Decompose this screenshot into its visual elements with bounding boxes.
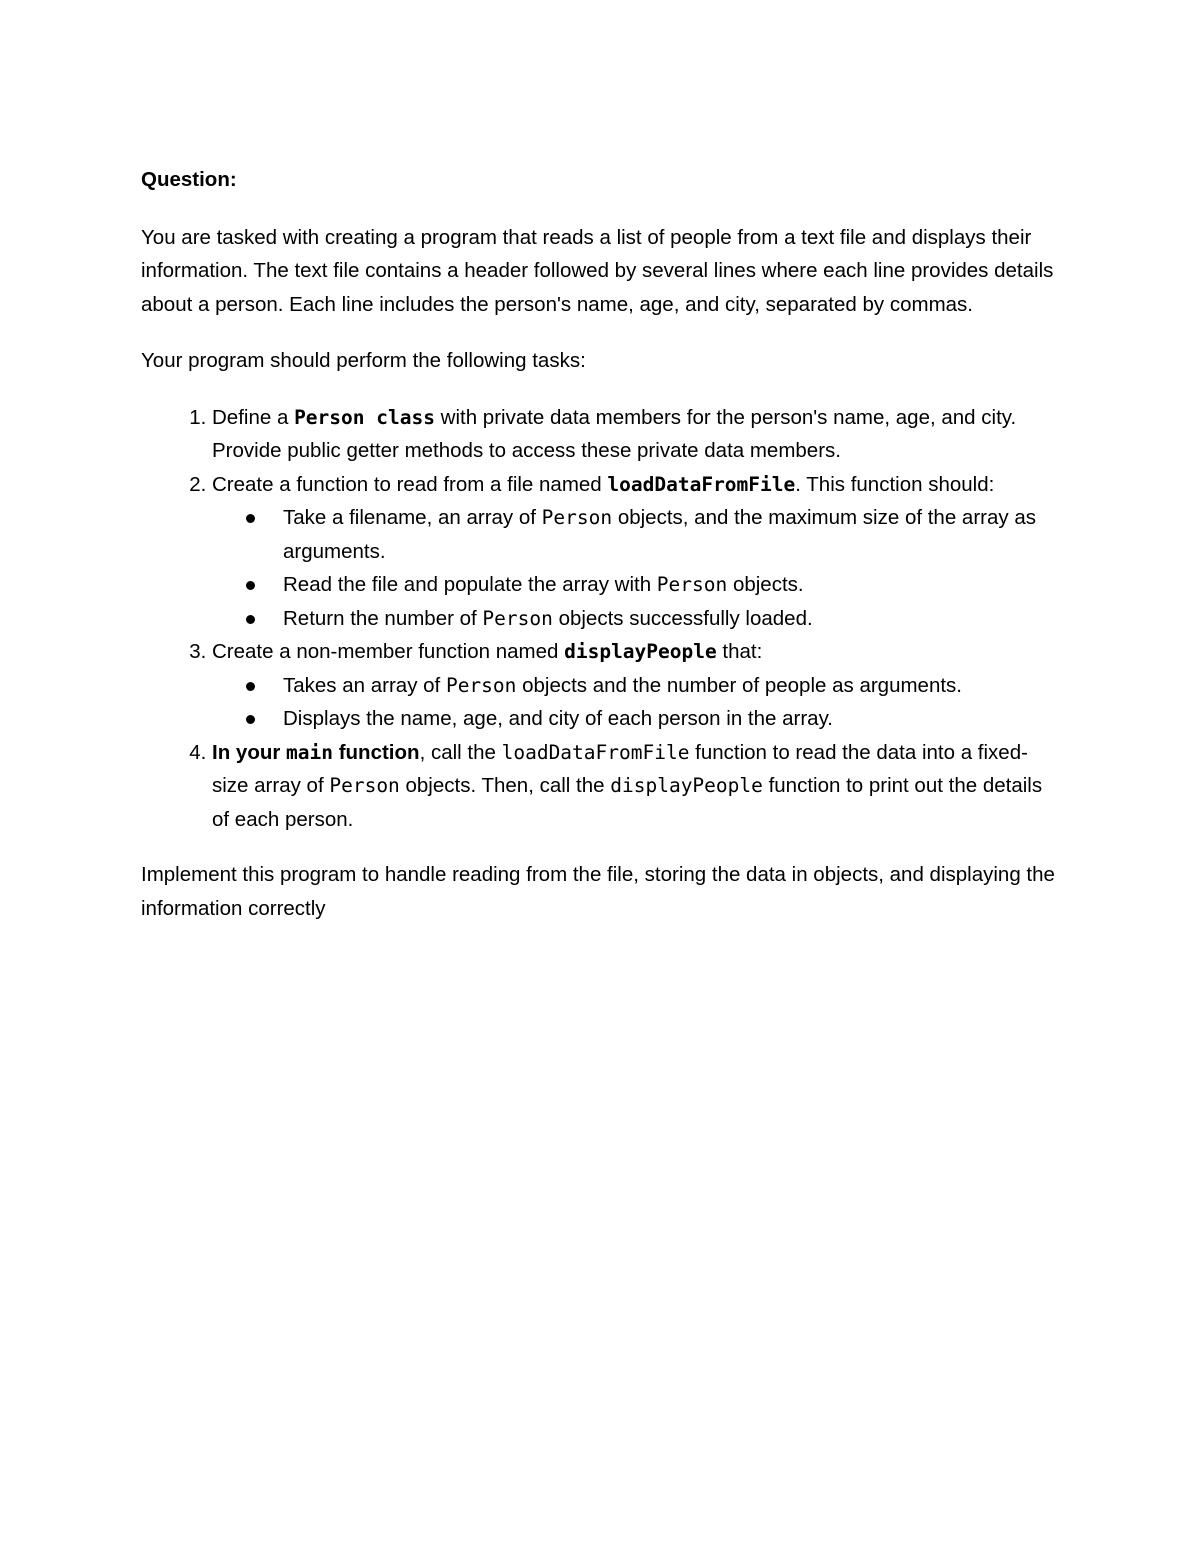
task-1-text-a: Define a: [212, 405, 295, 429]
task-item-2: [212, 468, 1061, 636]
bullet-icon: [246, 682, 255, 691]
tasks-intro-paragraph: Your program should perform the following tasks:: [141, 349, 586, 372]
task-4-text-a: , call the: [419, 740, 502, 764]
bullet-icon: [246, 581, 255, 590]
task-3-sub-item: [283, 669, 1061, 703]
task-4-code-2: Person: [329, 774, 400, 797]
task-3-text-a: Create a non-member function named: [212, 640, 565, 663]
task-2-text-b: . This function should:: [795, 472, 995, 496]
sub-text-b: objects.: [727, 573, 804, 596]
intro-paragraph: You are tasked with creating a program that reads a list of people from a text file and displays their information. The text file contains a header followed by several lines where each line provides details about a person. Each line includes the person's name, age, and city, separated by commas.: [141, 225, 1054, 316]
task-item-1: [212, 401, 1061, 468]
document-page: [141, 163, 1061, 948]
sub-code: Person: [445, 673, 517, 697]
bullet-icon: [246, 715, 255, 724]
task-4-code-3: displayPeople: [610, 774, 763, 797]
task-2-sub-item: [283, 568, 1061, 602]
question-heading: Question:: [141, 168, 237, 191]
task-2-text-a: Create a function to read from a file named: [212, 472, 608, 496]
sub-text-a: Read the file and populate the array with: [283, 573, 657, 596]
task-4-text-c: objects. Then, call the: [399, 774, 611, 797]
sub-text-a: Return the number of: [283, 606, 483, 630]
task-2-sub-item: [283, 602, 1061, 636]
sub-code: Person: [541, 506, 613, 529]
sub-text-b: objects and the number of people as arguments.: [516, 673, 962, 697]
closing-paragraph: Implement this program to handle reading from the file, storing the data in objects, and displaying the information correctly: [141, 863, 1055, 920]
task-1-text-b: with private data members for the person's name, age, and city. Provide public getter methods to access these private data members.: [212, 405, 1017, 462]
task-item-3: [212, 635, 1061, 736]
task-item-4: [212, 736, 1061, 837]
sub-text-a: Take a filename, an array of: [283, 506, 542, 529]
task-2-sublist: [212, 501, 1061, 635]
task-2-sub-item: [283, 501, 1061, 568]
task-4-code-main: main: [286, 740, 334, 764]
task-2-code: loadDataFromFile: [607, 472, 796, 496]
sub-code: Person: [656, 573, 728, 596]
bullet-icon: [246, 514, 255, 523]
sub-code: Person: [482, 606, 553, 630]
task-1-code: Person class: [294, 405, 435, 429]
sub-text-a: Takes an array of: [283, 673, 446, 697]
sub-text-a: Displays the name, age, and city of each person in the array.: [283, 707, 834, 730]
sub-text-b: objects successfully loaded.: [552, 606, 813, 630]
task-3-text-b: that:: [716, 640, 763, 663]
task-4-code-1: loadDataFromFile: [501, 740, 690, 764]
task-list: [141, 401, 1061, 837]
task-3-sublist: [212, 669, 1061, 736]
sub-text-b: objects, and the maximum size of the array as arguments.: [283, 506, 1036, 563]
task-4-text-b: function to read the data into a fixed-size array of: [212, 740, 1028, 797]
task-4-text-d: function to print out the details of each person.: [212, 774, 1043, 831]
task-4-bold-b: function: [333, 740, 420, 764]
task-3-sub-item: [283, 702, 1061, 736]
task-3-code: displayPeople: [564, 640, 717, 663]
task-4-bold-a: In your: [212, 740, 287, 764]
bullet-icon: [246, 615, 255, 624]
